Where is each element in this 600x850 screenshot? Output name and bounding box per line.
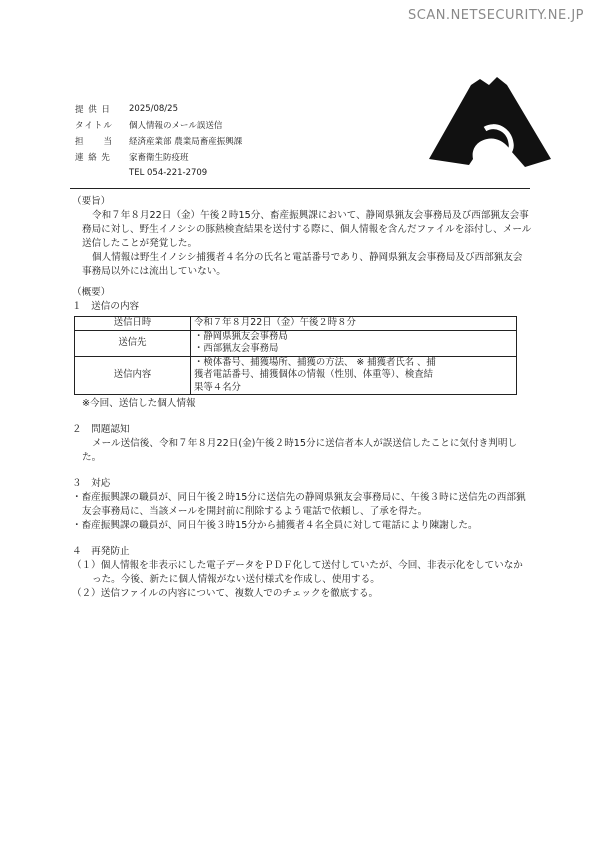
table-line: ・検体番号、捕獲場所、捕獲の方法、 ※ 捕獲者氏名 、捕	[194, 356, 436, 368]
summary-heading: （要旨）	[72, 196, 111, 207]
prefecture-emblem-logo	[425, 55, 555, 175]
divider	[70, 188, 530, 189]
table-row	[75, 356, 517, 395]
send-details-table	[74, 316, 517, 395]
overview-section	[72, 286, 532, 411]
section-2-text: メール送信後、令和７年８月22日(金)午後２時15分に送信者本人が誤送信したことに気付き判明した。	[82, 438, 518, 463]
table-value	[191, 330, 517, 356]
section-3	[72, 477, 532, 533]
table-row	[75, 317, 517, 331]
table-label: 送信日時	[75, 317, 191, 331]
section-2	[72, 423, 532, 465]
header-value: 個人情報のメール誤送信	[129, 121, 223, 131]
table-value	[191, 356, 517, 395]
section-2-title: ２ 問題認知	[72, 424, 130, 435]
section-4-item: （１）個人情報を非表示にした電子データをＰＤＦ化して送付していたが、今回、非表示化をしていなかった。今後、新たに個人情報がない送付様式を作成し、使用する。	[72, 560, 523, 585]
section-1-title: １ 送信の内容	[72, 301, 140, 312]
section-3-item: ・畜産振興課の職員が、同日午後３時15分から捕獲者４名全員に対して電話により陳謝した。	[72, 520, 478, 531]
table-line: ・静岡県猟友会事務局	[194, 330, 288, 342]
document-body	[72, 195, 532, 601]
header-label: 連 絡 先	[75, 153, 111, 163]
header-row	[75, 101, 242, 117]
section-3-item: ・畜産振興課の職員が、同日午後２時15分に送信先の静岡県猟友会事務局に、午後３時に送信先の西部猟友会事務局に、当該メールを開封前に削除するよう電話で依頼し、了承を得た。	[72, 492, 526, 517]
table-line: 獲者電話番号、捕獲個体の情報（性別、体重等）、検査結	[194, 369, 434, 380]
section-3-title: ３ 対応	[72, 478, 111, 489]
header-info	[75, 101, 242, 181]
header-row	[75, 165, 242, 181]
table-label: 送信先	[75, 330, 191, 356]
header-label: 提 供 日	[75, 105, 111, 115]
table-line: 令和７年８月22日（金）午後２時８分	[194, 317, 356, 328]
header-label: タイトル	[75, 121, 113, 131]
summary-para-1: 令和７年８月22日（金）午後２時15分、畜産振興課において、静岡県猟友会事務局及び西部猟友会事務局に対し、野生イノシシの豚熱検査結果を送付する際に、個人情報を含んだファイルを添付し、メール送信したことが発覚した。	[82, 210, 532, 249]
summary-para-2: 個人情報は野生イノシシ捕獲者４名分の氏名と電話番号であり、静岡県猟友会事務局及び西部猟友会事務局以外には流出していない。	[82, 252, 523, 277]
table-label: 送信内容	[75, 356, 191, 395]
overview-heading: （概要）	[72, 287, 111, 298]
header-row	[75, 133, 242, 149]
table-line: 果等４名分	[194, 381, 241, 393]
table-note: ※今回、送信した個人情報	[82, 398, 196, 409]
header-value: 経済産業部 農業局畜産振興課	[129, 137, 243, 147]
section-4	[72, 545, 532, 601]
header-value: 家畜衛生防疫班	[129, 153, 189, 163]
header-label: 担 当	[75, 137, 114, 147]
table-line: ・西部猟友会事務局	[194, 343, 279, 354]
watermark: SCAN.NETSECURITY.NE.JP	[407, 8, 584, 23]
header-value: TEL 054-221-2709	[129, 168, 208, 178]
table-value	[191, 317, 517, 331]
header-row	[75, 117, 242, 133]
section-4-item: （２）送信ファイルの内容について、複数人でのチェックを徹底する。	[72, 588, 379, 599]
header-value: 2025/08/25	[129, 104, 178, 114]
header-row	[75, 149, 242, 165]
section-4-title: ４ 再発防止	[72, 546, 130, 557]
table-row	[75, 330, 517, 356]
